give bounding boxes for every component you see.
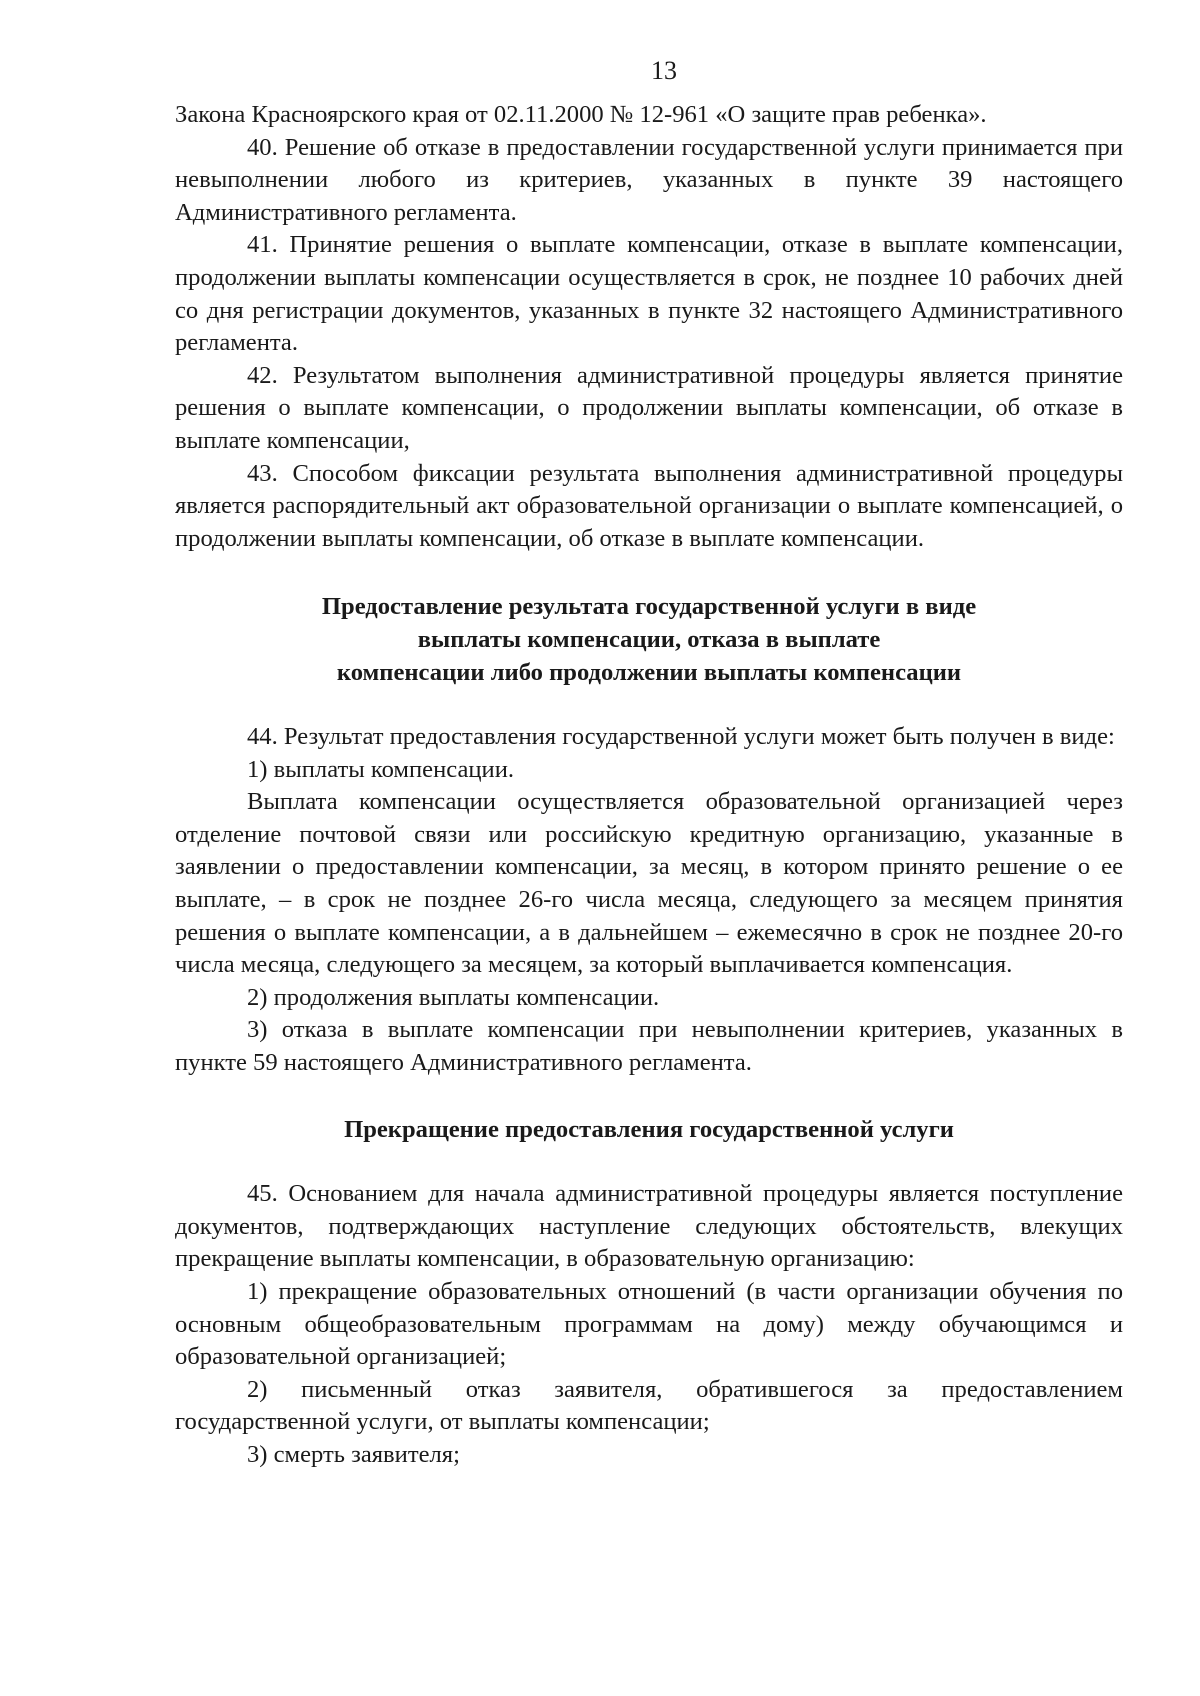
- paragraph-45-item-2: 2) письменный отказ заявителя, обратившегося за предоставлением государственной услуги, от выплаты компенсации;: [175, 1375, 1123, 1436]
- paragraph-law-reference: Закона Красноярского края от 02.11.2000 № 12-961 «О защите прав ребенка».: [175, 101, 987, 128]
- document-page: [175, 55, 1123, 1472]
- paragraph-44-item-1: 1) выплаты компенсации.: [247, 755, 515, 783]
- paragraph-45: 45. Основанием для начала административной процедуры является поступление документов, подтверждающих наступление следующих обстоятельств, влекущих прекращение выплаты компенсации, в образовательную организацию:: [175, 1180, 1123, 1273]
- section-heading-result: [175, 591, 1123, 689]
- page-number: 13: [651, 56, 677, 85]
- paragraph-43: 43. Способом фиксации результата выполнения административной процедуры является распорядительный акт образовательной организации о выплате компенсацией, о продолжении выплаты компенсации, об отказе в выплате компенсации.: [175, 459, 1123, 552]
- paragraph-44: 44. Результат предоставления государственной услуги может быть получен в виде:: [247, 723, 1115, 751]
- paragraph-42: 42. Результатом выполнения административной процедуры является принятие решения о выплате компенсации, о продолжении выплаты компенсации, об отказе в выплате компенсации,: [175, 361, 1123, 454]
- section-heading-result-line-3: компенсации либо продолжении выплаты компенсации: [336, 658, 962, 686]
- paragraph-45-item-3: 3) смерть заявителя;: [247, 1440, 460, 1468]
- section-heading-result-line-1: Предоставление результата государственной услуги в виде: [321, 593, 977, 621]
- section-heading-termination: Прекращение предоставления государственной услуги: [344, 1115, 954, 1143]
- paragraph-41: 41. Принятие решения о выплате компенсации, отказе в выплате компенсации, продолжении выплаты компенсации осуществляется в срок, не позднее 10 рабочих дней со дня регистрации документов, указанных в пункте 32 настоящего Административного регламента.: [175, 231, 1123, 357]
- paragraph-44-item-2: 2) продолжения выплаты компенсации.: [247, 983, 660, 1011]
- paragraph-45-item-1: 1) прекращение образовательных отношений (в части организации обучения по основным общеобразовательным программам на дому) между обучающимся и образовательной организацией;: [175, 1278, 1123, 1371]
- paragraph-44-item-3: 3) отказа в выплате компенсации при невыполнении критериев, указанных в пункте 59 настоящего Административного регламента.: [175, 1016, 1123, 1077]
- section-heading-result-line-2: выплаты компенсации, отказа в выплате: [417, 625, 881, 653]
- paragraph-40: 40. Решение об отказе в предоставлении государственной услуги принимается при невыполнении любого из критериев, указанных в пункте 39 настоящего Административного регламента.: [175, 133, 1123, 226]
- paragraph-44-payment-details: Выплата компенсации осуществляется образовательной организацией через отделение почтовой связи или российскую кредитную организацию, указанные в заявлении о предоставлении компенсации, за месяц, в котором принято решение о ее выплате, – в срок не позднее 26-го числа месяца, следующего за месяцем принятия решения о выплате компенсации, а в дальнейшем – ежемесячно в срок не позднее 20-го числа месяца, следующего за месяцем, за который выплачивается компенсация.: [175, 788, 1123, 979]
